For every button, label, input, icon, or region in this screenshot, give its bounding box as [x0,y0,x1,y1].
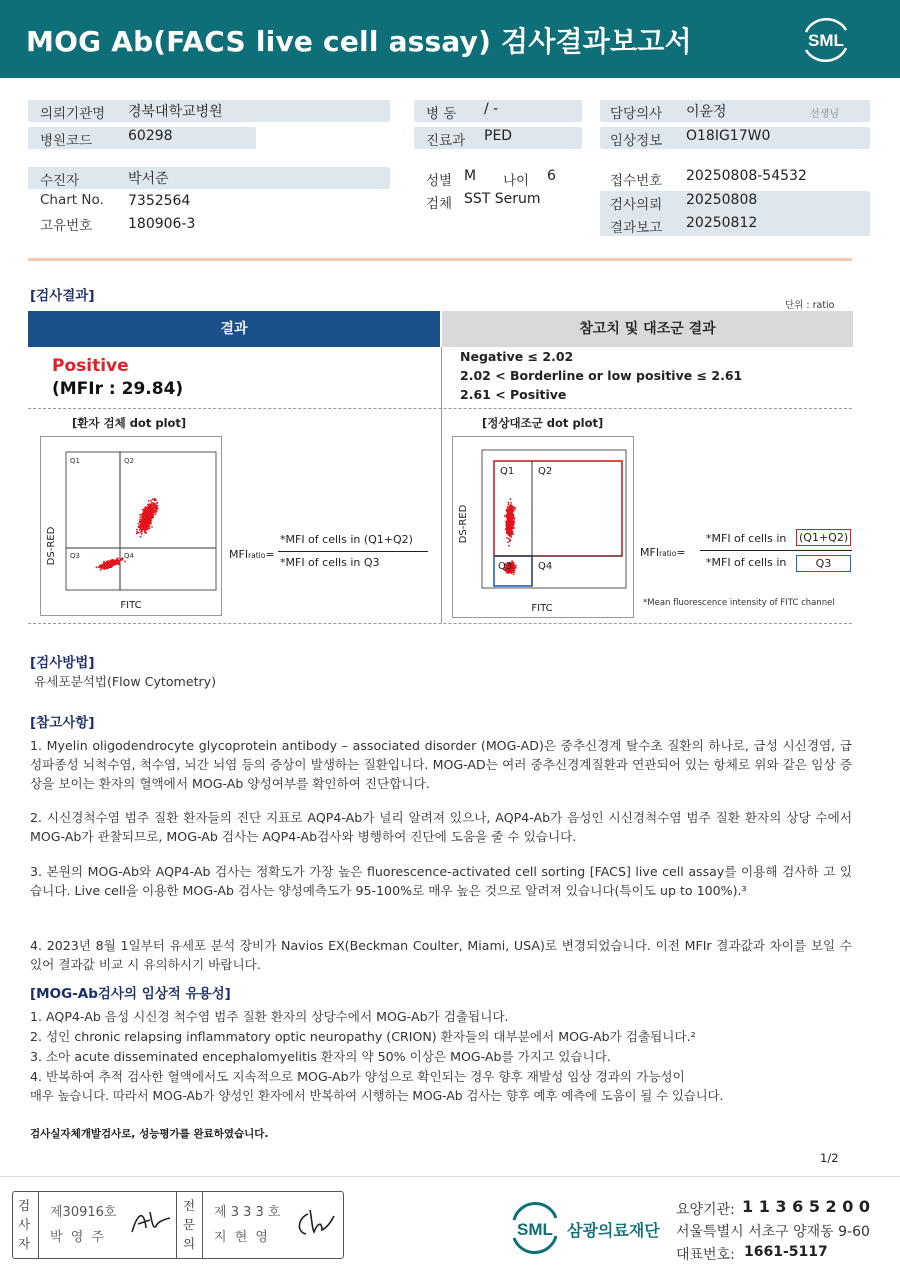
dot [116,563,118,565]
logo-text: SML [808,31,844,50]
unit-label: 단위 : ratio [785,300,835,311]
dot [146,529,148,531]
dot [513,574,515,576]
dot [143,517,145,519]
control-dot-plot [452,436,634,618]
dot [506,509,508,511]
dot [142,522,144,524]
control-q1-label: Q1 [500,466,515,477]
dot [506,530,508,532]
specialist-label: 전문의 [183,1198,196,1251]
ref-line-negative: Negative ≤ 2.02 [460,349,574,364]
fraction-line-left [278,551,428,552]
dot [151,526,153,528]
dot [507,506,509,508]
patient-q1-label: Q1 [70,457,80,465]
dot [107,566,109,568]
utility-item-1: 1. AQP4-Ab 음성 시신경 척수염 범주 질환 환자의 상당수에서 MOG-Ab가 검출됩니다. [30,1009,509,1024]
dot [509,505,511,507]
dot [507,518,509,520]
dot [512,523,514,525]
dot [508,503,510,505]
report-title: MOG Ab(FACS live cell assay) 검사결과보고서 [26,25,692,58]
dot [509,528,511,530]
dot [507,513,509,515]
control-plot-title: [정상대조군 dot plot] [482,416,604,430]
dept-value: PED [484,128,513,144]
dot [508,502,510,504]
footer-divider [0,1176,900,1177]
patient-dot-plot [40,436,222,616]
dot [506,529,508,531]
patient-value: 박서준 [128,171,169,187]
institution-label: 의뢰기관명 [40,106,106,122]
page-number: 1/2 [820,1151,839,1165]
dot [152,502,154,504]
specialist-name: 지 현 영 [214,1230,270,1245]
hospital-code-value: 60298 [128,128,173,144]
patient-plot-title: [환자 검체 dot plot] [72,416,187,430]
mfi-label-right [640,546,686,559]
dot [152,513,154,515]
inspector-name: 박 영 주 [50,1230,106,1245]
dot [138,532,140,534]
control-y-axis-label: DS-RED [458,504,469,544]
dot [155,513,157,515]
dot [512,572,514,574]
dot [515,565,517,567]
dot [508,538,510,540]
utility-item-2: 2. 성인 chronic relapsing inflammatory optic neuropathy (CRION) 환자들의 대부분에서 MOG-Ab가 검출됩니다.² [30,1029,696,1044]
dot [148,526,150,528]
dot [111,564,113,566]
ref-line-borderline: 2.02 < Borderline or low positive ≤ 2.61 [460,368,743,383]
dot [148,505,150,507]
age-value: 6 [547,168,556,184]
dot [146,527,148,529]
note-item-4: 4. 2023년 8월 1일부터 유세포 분석 장비가 Navios EX(Beckman Coulter, Miami, USA)로 변경되었습니다. 이전 MFIr 결과값과 차이를 보일 수 있어 결과값 비교 시 유의하시기 바랍니다. [30,938,852,972]
dot [512,527,514,529]
dot [105,563,107,565]
dot [103,568,105,570]
utility-section-title: [MOG-Ab검사의 임상적 유용성] [30,986,231,1002]
unique-value: 180906-3 [128,216,196,232]
phone-value: 1661-5117 [744,1244,828,1260]
dot [513,567,515,569]
dot [150,507,152,509]
fraction-line-right [700,550,852,551]
dot [156,511,158,513]
dot [145,521,147,523]
dot [140,531,142,533]
dot [507,521,509,523]
clinical-label: 임상정보 [610,133,663,149]
utility-item-4: 4. 반복하여 추적 검사한 혈액에서도 지속적으로 MOG-Ab가 양성으로 확인되는 경우 향후 재발성 임상 경과의 가능성이 [30,1069,685,1084]
request-value: 20250808 [686,192,758,208]
dot [118,563,120,565]
ward-value: / - [484,101,499,117]
patient-q2-label: Q2 [124,457,134,465]
chart-label: Chart No. [40,192,104,208]
dot [113,563,115,565]
dot [154,503,156,505]
mfi-sub-right: ratio [659,549,677,558]
note-item-2: 2. 시신경척수염 범주 질환 환자들의 진단 지표로 AQP4-Ab가 널리 알려져 있으나, AQP4-Ab가 음성인 시신경척수염 범주 질환 환자의 상당 수에서 MOG-Ab가 관찰되므로, MOG-Ab 검사는 AQP4-Ab검사와 병행하여 진단에 도움을 줄 수 있습니다. [30,810,852,844]
dot [152,498,154,500]
dot [141,533,143,535]
dot [506,511,508,513]
dot [144,509,146,511]
dot [144,513,146,515]
dot [117,559,119,561]
dot [140,526,142,528]
sex-value: M [464,168,477,184]
dot [514,570,516,572]
dot [148,515,150,517]
dot [151,505,153,507]
doctor-value: 이윤정 [686,104,727,120]
dot [511,513,513,515]
dot [150,503,152,505]
mfi-denominator-left: *MFI of cells in Q3 [280,556,380,569]
dot [149,513,151,515]
dot [143,529,145,531]
dot [136,533,138,535]
mfi-numerator-box: (Q1+Q2) [796,529,851,546]
validation-note: 검사실자체개발검사로, 성능평가를 완료하였습니다. [30,1128,269,1140]
dot [138,526,140,528]
doctor-label: 담당의사 [610,106,663,122]
dot [124,561,126,563]
dot [151,510,153,512]
dot [140,536,142,538]
mfi-numerator-right: *MFI of cells in [706,532,787,545]
table-vline [441,347,442,623]
dot [507,516,509,518]
doctor-suffix: 선생님 [810,109,839,120]
dot [510,534,512,536]
patient-q4-label: Q4 [124,552,134,560]
dot [145,511,147,513]
footer-logo-text: SML [517,1220,553,1239]
sig-divider-2 [176,1191,177,1259]
dot [508,545,510,547]
request-label: 검사의뢰 [610,197,663,213]
mfi-sub: ratio [248,551,266,560]
table-bottom-line [28,623,852,624]
dot [145,517,147,519]
dot [507,533,509,535]
patient-y-axis-label: DS-RED [46,526,57,566]
dot [149,521,151,523]
inspector-number: 제30916호 [50,1205,117,1220]
dot [140,516,142,518]
mfi-label-left [229,548,275,561]
inspector-label: 검사자 [18,1198,31,1251]
dot [504,515,506,517]
dot [148,511,150,513]
address: 서울특별시 서초구 양재동 9-60 [676,1224,870,1240]
dot [141,520,143,522]
dot [138,523,140,525]
dot [99,566,101,568]
dot [510,508,512,510]
mfi-eq-right: = [676,546,686,559]
patient-bar [28,167,390,189]
control-x-axis-label: FITC [531,603,553,614]
dot [112,561,114,563]
notes-section-title: [참고사항] [30,715,95,731]
dot [513,510,515,512]
receipt-label: 접수번호 [610,173,663,189]
dot [153,500,155,502]
dot [105,566,107,568]
dot [136,529,138,531]
footer-sml-logo-icon [508,1198,562,1258]
control-q4-label: Q4 [538,561,553,572]
mfi-text: MFI [229,548,249,561]
dot [103,567,105,569]
dot [151,515,153,517]
ref-line-positive: 2.61 < Positive [460,387,567,402]
care-code-value: 1 1 3 6 5 2 0 0 [742,1197,871,1216]
dot [512,517,514,519]
dot [150,500,152,502]
dot [510,498,512,500]
inspector-signature-icon [128,1206,174,1238]
dot [144,531,146,533]
institution-value: 경북대학교병원 [128,104,223,120]
sex-label: 성별 [426,173,453,189]
dot [510,510,512,512]
table-dash-line [28,408,852,409]
org-name: 삼광의료재단 [567,1221,660,1240]
dot [114,560,116,562]
unique-label: 고유번호 [40,218,93,234]
age-label: 나이 [503,173,530,189]
dot [146,513,148,515]
specialist-signature-icon [292,1206,338,1238]
report-header [0,0,900,78]
utility-item-3: 3. 소아 acute disseminated encephalomyelitis 환자의 약 50% 이상은 MOG-Ab를 가지고 있습니다. [30,1049,611,1064]
patient-q3-label: Q3 [70,552,80,560]
patient-x-axis-label: FITC [120,600,142,611]
dot [119,561,121,563]
mfi-footnote: *Mean fluorescence intensity of FITC channel [643,598,835,608]
sig-divider-1 [38,1191,39,1259]
dot [509,518,511,520]
sml-logo-icon [798,14,854,64]
result-column-header: 결과 [28,311,440,347]
mfi-eq: = [265,548,275,561]
clinical-value: O18IG17W0 [686,128,771,144]
phone-label: 대표번호: [676,1247,735,1263]
result-section-title: [검사결과] [30,288,95,304]
dot [506,532,508,534]
mfi-denominator-box: Q3 [796,555,851,572]
reference-column-header: 참고치 및 대조군 결과 [442,311,853,347]
divider [28,258,852,261]
dot [156,509,158,511]
dot [513,519,515,521]
dot [101,566,103,568]
dot [513,521,515,523]
dot [111,561,113,563]
dot [148,522,150,524]
dot [507,541,509,543]
dot [96,566,98,568]
specimen-value: SST Serum [464,191,541,207]
ward-label: 병 동 [426,106,457,122]
dot [514,508,516,510]
specimen-label: 검체 [426,196,453,212]
dot [139,518,141,520]
dot [515,567,517,569]
care-code-label: 요양기관: [676,1202,735,1218]
dept-label: 진료과 [426,133,466,149]
report-value: 20250812 [686,215,758,231]
result-mfir: (MFIr : 29.84) [52,379,184,399]
specialist-number: 제 3 3 3 호 [214,1205,281,1220]
method-text: 유세포분석법(Flow Cytometry) [34,674,217,689]
utility-item-4-cont: 매우 높습니다. 따라서 MOG-Ab가 양성인 환자에서 반복하여 시행하는 MOG-Ab 검사는 향후 예후 예측에 도움이 될 수 있습니다. [30,1089,724,1103]
dot [509,540,511,542]
dot [510,502,512,504]
control-q3-label: Q3 [498,561,513,572]
dot [506,537,508,539]
dot [513,517,515,519]
chart-value: 7352564 [128,193,191,209]
mfi-denominator-right: *MFI of cells in [706,556,787,569]
dot [157,502,159,504]
sig-divider-3 [202,1191,203,1259]
receipt-value: 20250808-54532 [686,168,807,184]
patient-label: 수진자 [40,173,80,189]
control-q2-label: Q2 [538,466,553,477]
method-section-title: [검사방법] [30,655,95,671]
report-label: 결과보고 [610,220,663,236]
dot [155,508,157,510]
result-status: Positive [52,356,129,376]
dot [510,532,512,534]
dot [144,507,146,509]
note-item-1: 1. Myelin oligodendrocyte glycoprotein antibody – associated disorder (MOG-AD)은 중추신경계 탈수초 질환의 하나로, 급성 시신경염, 급성파종성 뇌척수염, 척수염, 뇌간 뇌염 등의 증상이 발생하는 질환입니다. MOG-AD는 여러 중추신경계질환과 연관되어 있는 항체로 위와 같은 임상 증상을 보이는 환자의 혈액에서 MOG-Ab 양성여부를 확인하여 진단합니다. [30,738,852,791]
note-item-3: 3. 본원의 MOG-Ab와 AQP4-Ab 검사는 정확도가 가장 높은 fluorescence-activated cell sorting [FACS] live cell assay를 이용해 검사하 고 있습니다. Live cell을 이용한 MOG-Ab 검사는 양성예측도가 95-100%로 매우 높은 것으로 알려져 있습니다(특이도 up to 100%).³ [30,864,852,898]
dot [100,569,102,571]
dot [140,529,142,531]
dot [120,558,122,560]
hospital-code-label: 병원코드 [40,133,93,149]
dot [143,524,145,526]
mfi-numerator-left: *MFI of cells in (Q1+Q2) [280,533,413,546]
dot [511,524,513,526]
dot [143,527,145,529]
dot [151,517,153,519]
dot [155,499,157,501]
dot [148,500,150,502]
mfi-text-right: MFI [640,546,660,559]
